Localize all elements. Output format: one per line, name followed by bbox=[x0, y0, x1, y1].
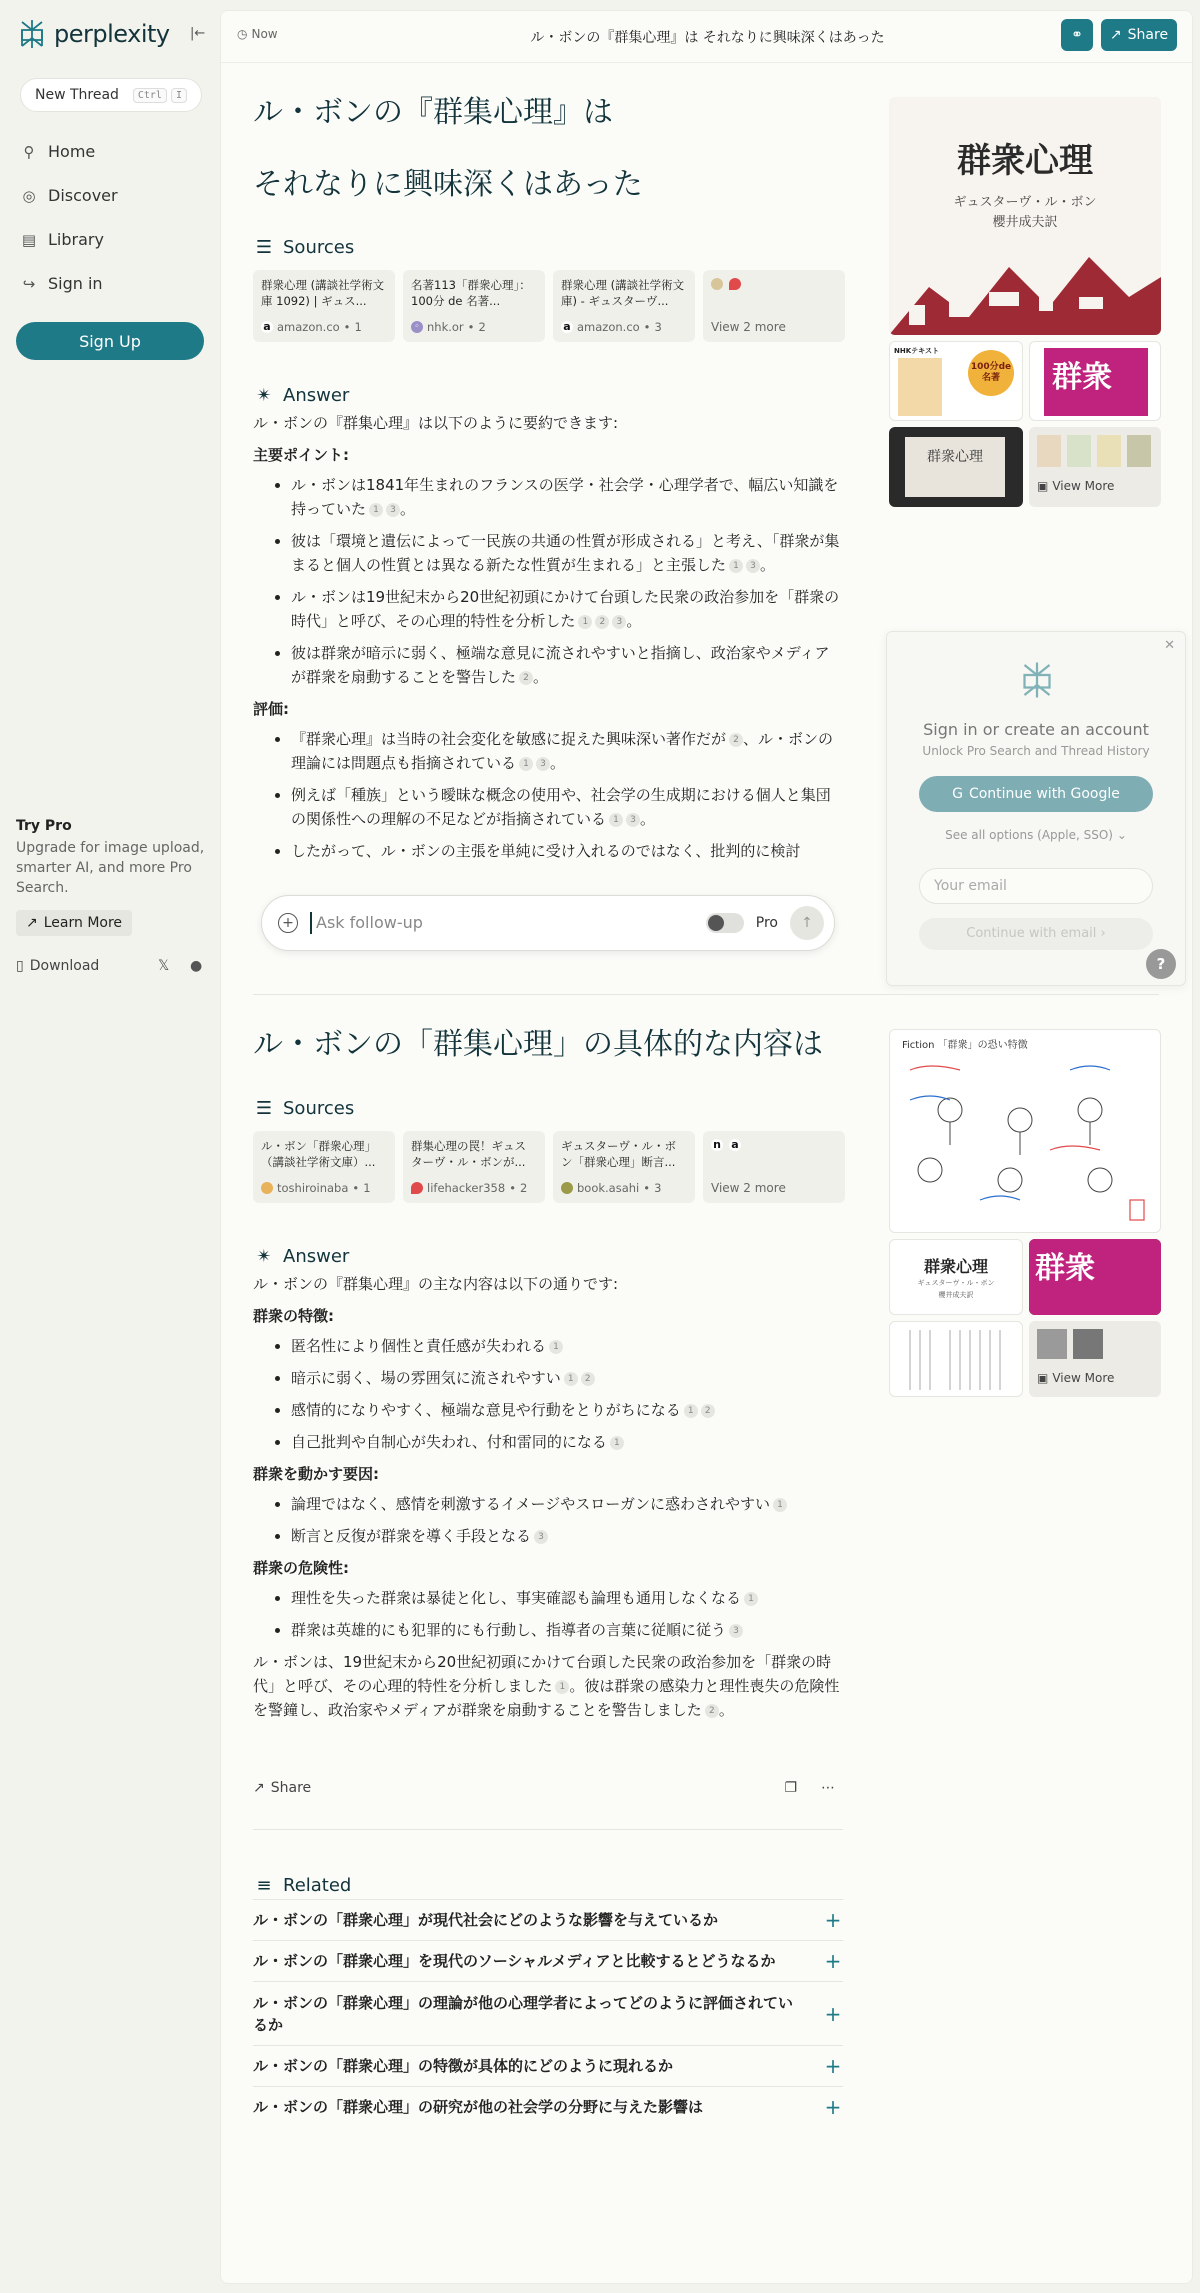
site-favicon-icon bbox=[711, 278, 723, 290]
answer-heading bbox=[253, 1246, 349, 1267]
citation[interactable]: 1 bbox=[610, 1436, 624, 1450]
plus-icon: + bbox=[824, 2001, 842, 2026]
sidebar bbox=[0, 0, 220, 2293]
sidebar-item-discover[interactable] bbox=[20, 186, 118, 205]
nhk-tag: NHKテキスト bbox=[894, 347, 940, 355]
source-card[interactable] bbox=[403, 1131, 545, 1203]
list-item-text: 断言と反復が群衆を導く手段となる bbox=[291, 1527, 532, 1545]
list-item: • 彼は群衆が暗示に弱く、極端な意見に流されやすいと指摘し、政治家やメディアが群衆を扇動することを警告した 2 。 bbox=[291, 641, 843, 689]
try-pro-description: Upgrade for image upload, smarter AI, and more Pro Search. bbox=[16, 840, 205, 896]
google-label: Continue with Google bbox=[968, 786, 1120, 802]
images-view-more[interactable] bbox=[1029, 1321, 1161, 1397]
try-pro-title: Try Pro bbox=[16, 818, 72, 834]
share-label: Share bbox=[1127, 27, 1169, 43]
images-view-more-label: View More bbox=[1052, 1371, 1115, 1385]
book-cover-small-translator: 櫻井成夫訳 bbox=[938, 1291, 974, 1299]
separator: • bbox=[509, 1181, 516, 1195]
shortcut-hint bbox=[133, 88, 187, 103]
answer-subheading: 主要ポイント: bbox=[253, 446, 349, 464]
citation[interactable]: 2 bbox=[705, 1704, 719, 1718]
list-item-text: 群衆は英雄的にも犯罪的にも行動し、指導者の言葉に従順に従う bbox=[291, 1621, 727, 1639]
thumb-4 bbox=[1127, 435, 1151, 467]
chevron-down-icon: ⌄ bbox=[1116, 828, 1127, 842]
image-icon: ▣ bbox=[1037, 1371, 1049, 1385]
source-card[interactable] bbox=[403, 270, 545, 342]
view-more-sources-button[interactable] bbox=[703, 270, 845, 342]
sidebar-item-label: Sign in bbox=[48, 274, 103, 293]
source-site: nhk.or bbox=[427, 320, 464, 334]
thumb-1 bbox=[1037, 435, 1061, 467]
related-item-text: ル・ボンの「群衆心理」の特徴が具体的にどのように現れるか bbox=[253, 2057, 674, 2075]
top-bar bbox=[221, 11, 1193, 63]
related-item[interactable] bbox=[253, 2045, 843, 2086]
list-item: • ル・ボンは19世紀末から20世紀初頭にかけて台頭した民衆の政治参加を「群衆の時代」と呼び、その心理的特性を分析した 1 2 3 。 bbox=[291, 585, 843, 633]
list-item-text: 、ル・ボンの理論には問題点も指摘されている bbox=[291, 730, 834, 772]
source-num: 1 bbox=[363, 1181, 371, 1195]
citation[interactable]: 1 bbox=[564, 1372, 578, 1386]
sidebar-item-label: Library bbox=[48, 230, 104, 249]
download-label: Download bbox=[29, 958, 100, 974]
source-site: amazon.co bbox=[577, 320, 640, 334]
list-item-text: 理性を失った群衆は暴徒と化し、事実確認も論理も通用しなくなる bbox=[291, 1589, 742, 1607]
source-site: amazon.co bbox=[277, 320, 340, 334]
note-icon: n bbox=[711, 1139, 723, 1151]
arrow-up-right-icon: ↗ bbox=[26, 915, 38, 931]
nhk-icon: ◦ bbox=[411, 321, 423, 333]
source-meta bbox=[561, 1181, 661, 1195]
images-view-more[interactable] bbox=[1029, 427, 1161, 507]
source-num: 3 bbox=[654, 1181, 662, 1195]
perplexity-answer-icon: ✴ bbox=[256, 385, 272, 406]
source-card[interactable] bbox=[553, 270, 695, 342]
related-icon: ≡ bbox=[256, 1875, 272, 1896]
source-card[interactable] bbox=[553, 1131, 695, 1203]
thumb-1 bbox=[1037, 1329, 1067, 1359]
sources-label: Sources bbox=[283, 1098, 355, 1119]
view-more-sources-button[interactable] bbox=[703, 1131, 845, 1203]
crowd-book-image-2[interactable] bbox=[1029, 1239, 1161, 1315]
related-heading bbox=[253, 1875, 351, 1896]
logo[interactable] bbox=[18, 18, 170, 50]
list-item bbox=[291, 1524, 843, 1548]
book-cover-art-icon bbox=[889, 247, 1161, 335]
list-item bbox=[291, 1430, 843, 1454]
source-meta bbox=[261, 1181, 371, 1195]
list-item-text: ル・ボンは19世紀末から20世紀初頭にかけて台頭した民衆の政治参加を「群衆の時代」と呼び、その心理的特性を分析した bbox=[291, 588, 840, 630]
nhk-100-badge: 100分de名著 bbox=[968, 350, 1014, 396]
view-more-label: View 2 more bbox=[711, 1181, 786, 1195]
thread-divider bbox=[253, 994, 1159, 995]
sketch-notes-image[interactable] bbox=[889, 1029, 1161, 1233]
sources-heading bbox=[253, 237, 354, 258]
email-input[interactable]: Your email bbox=[919, 868, 1153, 904]
answer-body bbox=[253, 1272, 843, 1730]
citation[interactable]: 3 bbox=[612, 615, 626, 629]
answer-label: Answer bbox=[283, 1246, 350, 1267]
answer-subheading: 群衆の特徴: bbox=[253, 1307, 334, 1325]
list-item bbox=[291, 1586, 843, 1610]
sketch-drawing-icon bbox=[890, 1050, 1161, 1233]
link-icon: ⚭ bbox=[1071, 27, 1083, 43]
answer-intro: ル・ボンの『群集心理』は以下のように要約できます: bbox=[253, 414, 619, 432]
sidebar-item-library[interactable] bbox=[20, 230, 104, 249]
related-item-text: ル・ボンの「群衆心理」の理論が他の心理学者によってどのように評価されているか bbox=[253, 1993, 794, 2034]
main-points-list bbox=[253, 473, 843, 689]
list-item bbox=[291, 1334, 843, 1358]
try-pro-panel bbox=[16, 818, 206, 936]
site-favicon-icon bbox=[561, 1182, 573, 1194]
library-icon: ▤ bbox=[21, 230, 37, 249]
plus-icon: + bbox=[824, 1949, 842, 1973]
source-site: lifehacker358 bbox=[427, 1181, 506, 1195]
more-options-icon[interactable]: ⋯ bbox=[821, 1780, 835, 1796]
book-photo-cover: 群衆心理 bbox=[905, 437, 1005, 497]
source-num: 3 bbox=[654, 320, 662, 334]
sketch-header: Fiction 「群衆」の恐い特徴 bbox=[902, 1040, 1028, 1051]
follow-up-bar bbox=[261, 895, 835, 951]
answer-subheading: 群衆の危険性: bbox=[253, 1559, 349, 1577]
source-title: ギュスターヴ・ル・ボン「群衆心理」断言... bbox=[561, 1139, 676, 1169]
citation[interactable]: 1 bbox=[555, 1680, 569, 1694]
citation[interactable]: 2 bbox=[581, 1372, 595, 1386]
answer-body bbox=[253, 411, 843, 903]
shortcut-key-i: I bbox=[171, 88, 187, 103]
share-icon: ↗ bbox=[253, 1780, 265, 1796]
submit-arrow-icon: ↑ bbox=[801, 915, 813, 931]
discord-icon[interactable]: ● bbox=[190, 958, 203, 974]
source-meta bbox=[411, 1181, 527, 1195]
separator: • bbox=[467, 320, 475, 334]
share-button[interactable] bbox=[1101, 19, 1177, 51]
timestamp-label: Now bbox=[251, 27, 278, 41]
shortcut-key-ctrl: Ctrl bbox=[133, 88, 167, 103]
perplexity-answer-icon: ✴ bbox=[256, 1246, 272, 1267]
action-icons bbox=[784, 1780, 843, 1796]
amazon-icon: a bbox=[729, 1139, 741, 1151]
list-item-text: 匿名性により個性と責任感が失われる bbox=[291, 1337, 547, 1355]
source-meta bbox=[561, 320, 662, 334]
citation[interactable]: 1 bbox=[773, 1498, 787, 1512]
eval-list bbox=[253, 727, 843, 863]
main-panel bbox=[220, 10, 1193, 2284]
pro-label: Pro bbox=[755, 915, 778, 931]
source-meta bbox=[261, 320, 362, 334]
answer-heading bbox=[253, 385, 349, 406]
citation[interactable]: 3 bbox=[626, 813, 640, 827]
copy-link-button[interactable] bbox=[1061, 19, 1093, 51]
sign-in-title: Sign in or create an account bbox=[923, 720, 1149, 739]
share-label: Share bbox=[270, 1780, 312, 1796]
list-item: • 彼は「環境と遺伝によって一民族の共通の性質が形成される」と考え、「群衆が集まると個人の性質とは異なる新たな性質が生まれる」と主張した 1 3 。 bbox=[291, 529, 843, 577]
perplexity-logo-icon bbox=[18, 18, 46, 50]
source-title: 群集心理の罠！ギュスターヴ・ル・ボンが... bbox=[411, 1139, 526, 1169]
separator: • bbox=[352, 1181, 360, 1195]
search-icon: ⚲ bbox=[23, 142, 35, 161]
crowd-book-cover: 群衆 bbox=[1044, 348, 1148, 416]
separator: • bbox=[643, 320, 651, 334]
factors-list bbox=[253, 1492, 843, 1548]
sources-row bbox=[253, 1131, 845, 1203]
chevron-right-icon: › bbox=[1100, 926, 1106, 941]
view-more-row bbox=[1037, 1371, 1114, 1385]
see-all-options-link[interactable] bbox=[887, 828, 1185, 842]
learn-more-label: Learn More bbox=[43, 915, 123, 931]
nhk-cover-art bbox=[898, 358, 942, 416]
citation[interactable]: 1 bbox=[609, 813, 623, 827]
new-thread-label: New Thread bbox=[35, 87, 119, 103]
related-item[interactable] bbox=[253, 1940, 843, 1981]
sidebar-item-label: Discover bbox=[48, 186, 118, 205]
related-divider bbox=[253, 1829, 843, 1830]
citation[interactable]: 1 bbox=[684, 1404, 698, 1418]
citation[interactable]: 2 bbox=[519, 671, 533, 685]
source-meta bbox=[411, 320, 486, 334]
crowd-book-cover-2: 群衆 bbox=[1029, 1239, 1161, 1315]
perplexity-logo-icon bbox=[1017, 660, 1057, 700]
source-site: toshiroinaba bbox=[277, 1181, 349, 1195]
answer-actions bbox=[253, 1775, 843, 1801]
sidebar-item-label: Home bbox=[48, 142, 96, 161]
features-list bbox=[253, 1334, 843, 1454]
more-favicons bbox=[711, 278, 837, 290]
question-title: ル・ボンの「群集心理」の具体的な内容は bbox=[253, 1027, 823, 1062]
list-item-text: 彼は群衆が暗示に弱く、極端な意見に流されやすいと指摘し、政治家やメディアが群衆を扇動することを警告した bbox=[291, 644, 830, 686]
list-item bbox=[291, 1398, 843, 1422]
source-title: 群衆心理 (講談社学術文庫 1092) | ギュス... bbox=[261, 278, 385, 308]
list-item bbox=[291, 839, 843, 863]
sources-heading bbox=[253, 1098, 354, 1119]
submit-button[interactable] bbox=[790, 906, 824, 940]
source-card[interactable] bbox=[253, 1131, 395, 1203]
related-item[interactable] bbox=[253, 1899, 843, 1940]
book-cover-author: ギュスターヴ・ル・ボン bbox=[953, 195, 1097, 210]
logo-text: perplexity bbox=[54, 20, 170, 48]
citation[interactable]: 3 bbox=[534, 1530, 548, 1544]
sources-label: Sources bbox=[283, 237, 355, 258]
dangers-list bbox=[253, 1586, 843, 1642]
sources-row bbox=[253, 270, 845, 342]
closing-text: ル・ボンは、19世紀末から20世紀初頭にかけて台頭した民衆の政治参加を「群衆の時代」と呼び、その心理的特性を分析しました bbox=[253, 1653, 832, 1695]
citation[interactable]: 1 bbox=[578, 615, 592, 629]
plus-icon: + bbox=[824, 1908, 842, 1932]
continue-with-email-button[interactable] bbox=[919, 918, 1153, 950]
question-title: ル・ボンの『群集心理』は bbox=[253, 95, 613, 130]
sign-in-panel bbox=[886, 631, 1186, 986]
book-cover-translator: 櫻井成夫訳 bbox=[992, 215, 1058, 230]
close-icon[interactable]: ✕ bbox=[1164, 638, 1175, 653]
citation[interactable]: 3 bbox=[746, 559, 760, 573]
source-num: 1 bbox=[354, 320, 362, 334]
sources-icon: ☰ bbox=[255, 237, 273, 258]
list-item: • 例えば「種族」という曖昧な概念の使用や、社会学の生成期における個人と集団の関係性への理解の不足などが指摘されている 1 3 。 bbox=[291, 783, 843, 831]
amazon-icon: a bbox=[561, 321, 573, 333]
clock-icon: ◷ bbox=[237, 27, 248, 41]
collapse-sidebar-icon[interactable]: |← bbox=[190, 26, 206, 41]
source-title: 名著113「群衆心理」：100分 de 名著... bbox=[411, 278, 531, 308]
pin-icon bbox=[411, 1182, 423, 1194]
list-item-text: したがって、ル・ボンの主張を単純に受け入れるのではなく、批判的に検討 bbox=[291, 842, 801, 860]
source-num: 2 bbox=[478, 320, 486, 334]
related-item-text: ル・ボンの「群衆心理」の研究が他の社会学の分野に与えた影響は bbox=[253, 2098, 704, 2116]
text-page-lines-icon bbox=[890, 1322, 1023, 1397]
x-icon[interactable]: 𝕏 bbox=[158, 958, 170, 974]
citation[interactable]: 3 bbox=[536, 757, 550, 771]
view-more-label: View 2 more bbox=[711, 320, 786, 334]
source-title: ル・ボン「群衆心理」（講談社学術文庫）... bbox=[261, 1139, 376, 1169]
site-favicon-icon bbox=[261, 1182, 273, 1194]
more-favicons bbox=[711, 1139, 837, 1151]
google-icon: G bbox=[952, 786, 963, 802]
plus-icon: + bbox=[824, 2095, 842, 2119]
list-item-text: 彼は「環境と遺伝によって一民族の共通の性質が形成される」と考え、「群衆が集まると個人の性質とは異なる新たな性質が生まれる」と主張した bbox=[291, 532, 840, 574]
download-link[interactable] bbox=[16, 958, 99, 974]
answer-label: Answer bbox=[283, 385, 350, 406]
citation[interactable]: 1 bbox=[519, 757, 533, 771]
options-label: See all options (Apple, SSO) bbox=[945, 828, 1113, 842]
answer-subheading: 群衆を動かす要因: bbox=[253, 1465, 379, 1483]
citation[interactable]: 2 bbox=[729, 733, 743, 747]
closing-text: 。 bbox=[718, 1701, 734, 1719]
list-item-text: ル・ボンは1841年生まれのフランスの医学・社会学・心理学者で、幅広い知識を持っていた bbox=[291, 476, 839, 518]
learn-more-button[interactable] bbox=[16, 910, 132, 936]
image-icon: ▣ bbox=[1037, 479, 1049, 493]
images-view-more-label: View More bbox=[1052, 479, 1115, 493]
list-item-text: 例えば「種族」という曖昧な概念の使用や、社会学の生成期における個人と集団の関係性への理解の不足などが指摘されている bbox=[291, 786, 831, 828]
compass-icon: ◎ bbox=[22, 186, 36, 205]
book-cover-small-title: 群衆心理 bbox=[923, 1257, 988, 1276]
text-page-image[interactable] bbox=[889, 1321, 1023, 1397]
pro-toggle[interactable] bbox=[706, 913, 744, 933]
list-item bbox=[291, 1492, 843, 1516]
crowd-book-image[interactable] bbox=[1029, 341, 1161, 421]
sign-in-icon: ↪ bbox=[22, 274, 36, 293]
list-item bbox=[291, 1618, 843, 1642]
book-cover-small-image[interactable] bbox=[889, 1239, 1023, 1315]
share-answer-button[interactable] bbox=[253, 1780, 311, 1796]
citation[interactable]: 3 bbox=[729, 1624, 743, 1638]
related-item[interactable] bbox=[253, 1981, 843, 2045]
citation[interactable]: 2 bbox=[701, 1404, 715, 1418]
closing-text: 。彼は群衆の感染力と理性喪失の危険性を警鐘し、政治家やメディアが群衆を扇動することを警告しました bbox=[253, 1677, 840, 1719]
related-item[interactable] bbox=[253, 2086, 843, 2127]
sources-icon: ☰ bbox=[255, 1098, 273, 1119]
sign-up-button[interactable]: Sign Up bbox=[16, 322, 204, 360]
amazon-icon: a bbox=[261, 321, 273, 333]
copy-icon[interactable]: ❐ bbox=[784, 1780, 797, 1796]
view-more-row bbox=[1037, 479, 1114, 493]
citation[interactable]: 1 bbox=[369, 503, 383, 517]
follow-up-input[interactable]: Ask follow-up bbox=[310, 912, 694, 934]
citation[interactable]: 2 bbox=[595, 615, 609, 629]
citation[interactable]: 1 bbox=[549, 1340, 563, 1354]
separator: • bbox=[643, 1181, 651, 1195]
continue-with-google-button[interactable] bbox=[919, 776, 1153, 812]
citation[interactable]: 1 bbox=[729, 559, 743, 573]
source-title: 群衆心理 (講談社学術文庫) - ギュスターヴ... bbox=[561, 278, 685, 308]
source-card[interactable] bbox=[253, 270, 395, 342]
list-item-text: 論理ではなく、感情を刺激するイメージやスローガンに惑わされやすい bbox=[291, 1495, 770, 1513]
list-item-text: 『群衆心理』は当時の社会変化を敏感に捉えた興味深い著作だが bbox=[291, 730, 727, 748]
answer-subheading: 評価: bbox=[253, 700, 289, 718]
thumb-2 bbox=[1067, 435, 1091, 467]
book-cover-image[interactable] bbox=[889, 97, 1161, 335]
thumb-2 bbox=[1073, 1329, 1103, 1359]
book-cover-title: 群衆心理 bbox=[957, 141, 1093, 181]
answer-closing bbox=[253, 1650, 843, 1722]
pin-icon bbox=[729, 278, 741, 290]
related-item-text: ル・ボンの「群衆心理」が現代社会にどのような影響を与えているか bbox=[253, 1911, 719, 1929]
help-icon[interactable]: ? bbox=[1146, 949, 1176, 979]
sidebar-item-home[interactable] bbox=[20, 142, 95, 161]
list-item: • 『群衆心理』は当時の社会変化を敏感に捉えた興味深い著作だが 2 、ル・ボンの理論には問題点も指摘されている 1 3 。 bbox=[291, 727, 843, 775]
list-item bbox=[291, 1366, 843, 1390]
new-thread-button[interactable] bbox=[20, 78, 202, 112]
citation[interactable]: 1 bbox=[744, 1592, 758, 1606]
mobile-icon: ▯ bbox=[16, 958, 24, 974]
separator: • bbox=[343, 320, 351, 334]
list-item: • ル・ボンは1841年生まれのフランスの医学・社会学・心理学者で、幅広い知識を持っていた 1 3 。 bbox=[291, 473, 843, 521]
plus-icon: + bbox=[824, 2054, 842, 2078]
list-item-text: 自己批判や自制心が失われ、付和雷同的になる bbox=[291, 1433, 607, 1451]
list-item-text: 暗示に弱く、場の雰囲気に流されやすい bbox=[291, 1369, 561, 1387]
thumb-3 bbox=[1097, 435, 1121, 467]
book-photo-image[interactable] bbox=[889, 427, 1023, 507]
nhk-text-image[interactable] bbox=[889, 341, 1023, 421]
question-title-line2: それなりに興味深くはあった bbox=[253, 167, 643, 202]
share-icon: ↗ bbox=[1109, 27, 1122, 43]
related-item-text: ル・ボンの「群衆心理」を現代のソーシャルメディアと比較するとどうなるか bbox=[253, 1952, 776, 1970]
list-item-text: 感情的になりやすく、極端な意見や行動をとりがちになる bbox=[291, 1401, 681, 1419]
citation[interactable]: 3 bbox=[386, 503, 400, 517]
book-cover-small-author: ギュスターヴ・ル・ボン bbox=[917, 1279, 995, 1287]
attach-plus-icon[interactable]: + bbox=[278, 913, 298, 933]
related-label: Related bbox=[283, 1875, 352, 1896]
sign-in-subtitle: Unlock Pro Search and Thread History bbox=[922, 744, 1150, 758]
source-num: 2 bbox=[519, 1181, 528, 1195]
source-site: book.asahi bbox=[577, 1181, 640, 1195]
continue-email-label: Continue with email bbox=[966, 926, 1097, 941]
answer-intro: ル・ボンの『群集心理』の主な内容は以下の通りです: bbox=[253, 1275, 619, 1293]
thread-title: ル・ボンの『群集心理』は それなりに興味深くはあった bbox=[530, 30, 885, 46]
sidebar-item-sign-in[interactable] bbox=[20, 274, 103, 293]
